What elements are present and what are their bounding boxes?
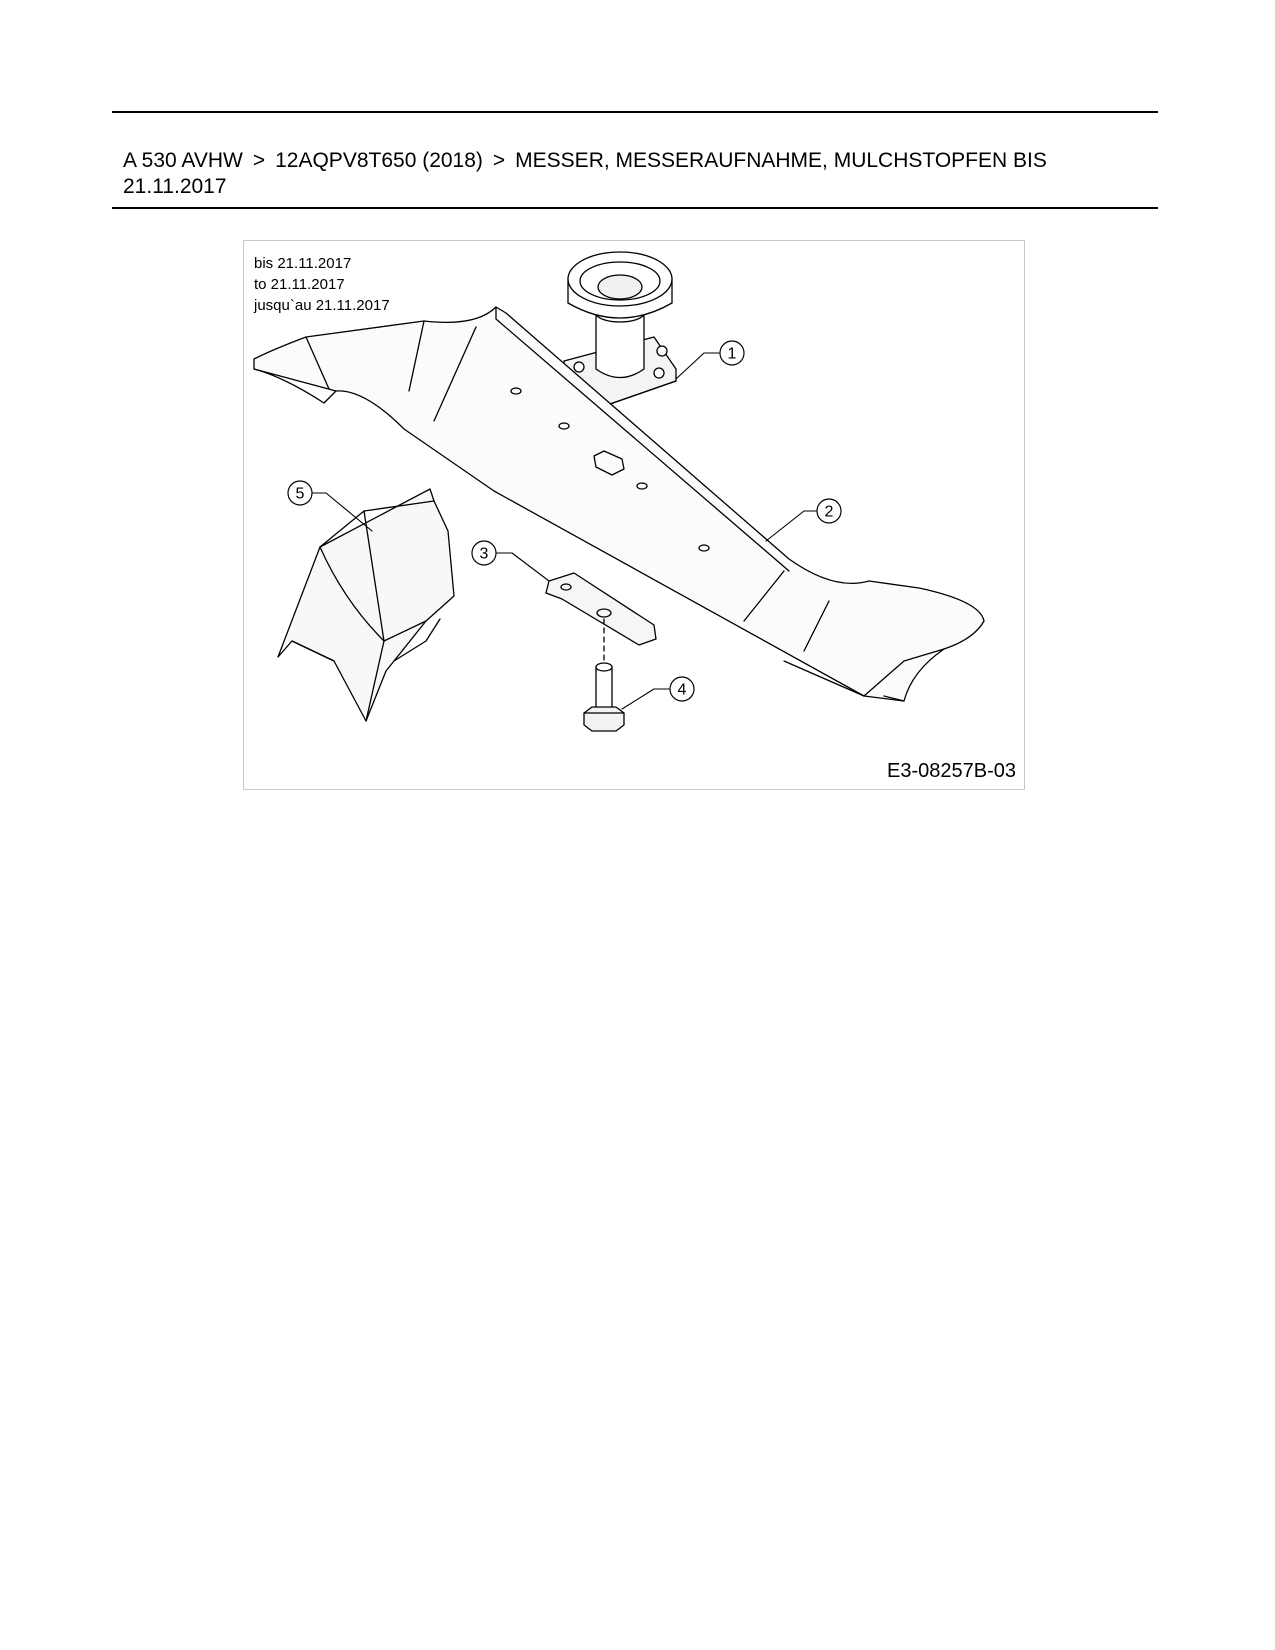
breadcrumb-section: MESSER, MESSERAUFNAHME, MULCHSTOPFEN BIS 21.11.2017	[123, 149, 1047, 198]
parts-diagram	[243, 240, 1025, 790]
breadcrumb	[123, 148, 1123, 200]
callout-label-5: 5	[295, 485, 305, 503]
validity-note-line: bis 21.11.2017	[254, 255, 352, 272]
header-rule-top	[112, 111, 1158, 113]
breadcrumb-separator: >	[252, 149, 266, 172]
validity-note-line: to 21.11.2017	[254, 276, 345, 293]
callout-label-4: 4	[677, 681, 687, 699]
blade-bolt-part	[584, 663, 624, 731]
breadcrumb-variant[interactable]: 12AQPV8T650 (2018)	[275, 149, 483, 172]
blade-spacer-part	[546, 573, 656, 661]
mulch-plug-part	[278, 489, 454, 721]
validity-note-line: jusqu`au 21.11.2017	[254, 297, 390, 314]
header-rule-bottom	[112, 207, 1158, 209]
callout-label-3: 3	[479, 545, 489, 563]
breadcrumb-model[interactable]: A 530 AVHW	[123, 149, 243, 172]
exploded-view-drawing	[244, 241, 1024, 789]
drawing-code: E3-08257B-03	[887, 760, 1016, 782]
callout-label-1: 1	[727, 345, 737, 363]
callout-label-2: 2	[824, 503, 834, 521]
breadcrumb-separator: >	[492, 149, 506, 172]
